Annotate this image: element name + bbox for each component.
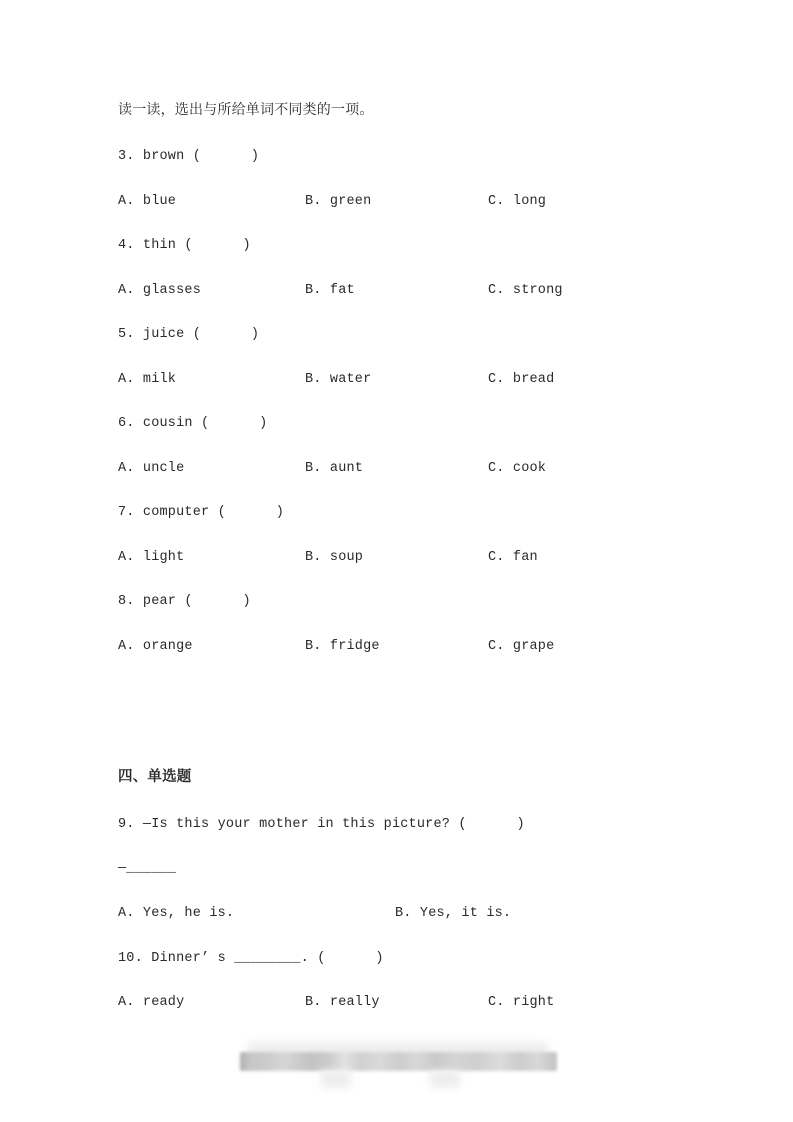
question-3-prompt: 3. brown ( ) [118,149,260,164]
option-c: C. right [488,995,555,1010]
question-10-prompt: 10. Dinner’ s ________. ( ) [118,951,384,966]
option-b: B. green [305,194,372,209]
question-8-options [0,639,793,655]
option-b: B. aunt [305,461,364,476]
option-a: A. orange [118,639,193,654]
option-a: A. Yes, he is. [118,906,235,921]
question-7-prompt: 7. computer ( ) [118,505,285,520]
option-a: A. blue [118,194,177,209]
question-9-answer-blank: —______ [118,861,177,876]
option-a: A. uncle [118,461,185,476]
option-a: A. light [118,550,185,565]
question-9-options [0,906,793,922]
option-b: B. really [305,995,380,1010]
question-4-options [0,283,793,299]
redacted-watermark-bar [240,1052,557,1071]
question-4-prompt: 4. thin ( ) [118,238,251,253]
question-6-prompt: 6. cousin ( ) [118,416,268,431]
option-b: B. Yes, it is. [395,906,512,921]
question-3-options [0,194,793,210]
section-4-header: 四、单选题 [118,770,192,786]
option-a: A. ready [118,995,185,1010]
option-c: C. long [488,194,547,209]
question-5-options [0,372,793,388]
option-c: C. bread [488,372,555,387]
option-a: A. milk [118,372,177,387]
option-c: C. fan [488,550,538,565]
question-9-prompt: 9. —Is this your mother in this picture? ( ) [118,817,525,832]
question-6-options [0,461,793,477]
watermark-smudge [321,1070,351,1088]
instruction-text: 读一读，选出与所给单词不同类的一项。 [118,103,374,119]
option-c: C. grape [488,639,555,654]
question-5-prompt: 5. juice ( ) [118,327,260,342]
option-b: B. fat [305,283,355,298]
question-7-options [0,550,793,566]
option-b: B. fridge [305,639,380,654]
watermark-smudge [430,1070,460,1088]
option-b: B. soup [305,550,364,565]
option-c: C. cook [488,461,547,476]
option-b: B. water [305,372,372,387]
question-8-prompt: 8. pear ( ) [118,594,251,609]
option-a: A. glasses [118,283,202,298]
option-c: C. strong [488,283,563,298]
question-10-options [0,995,793,1011]
